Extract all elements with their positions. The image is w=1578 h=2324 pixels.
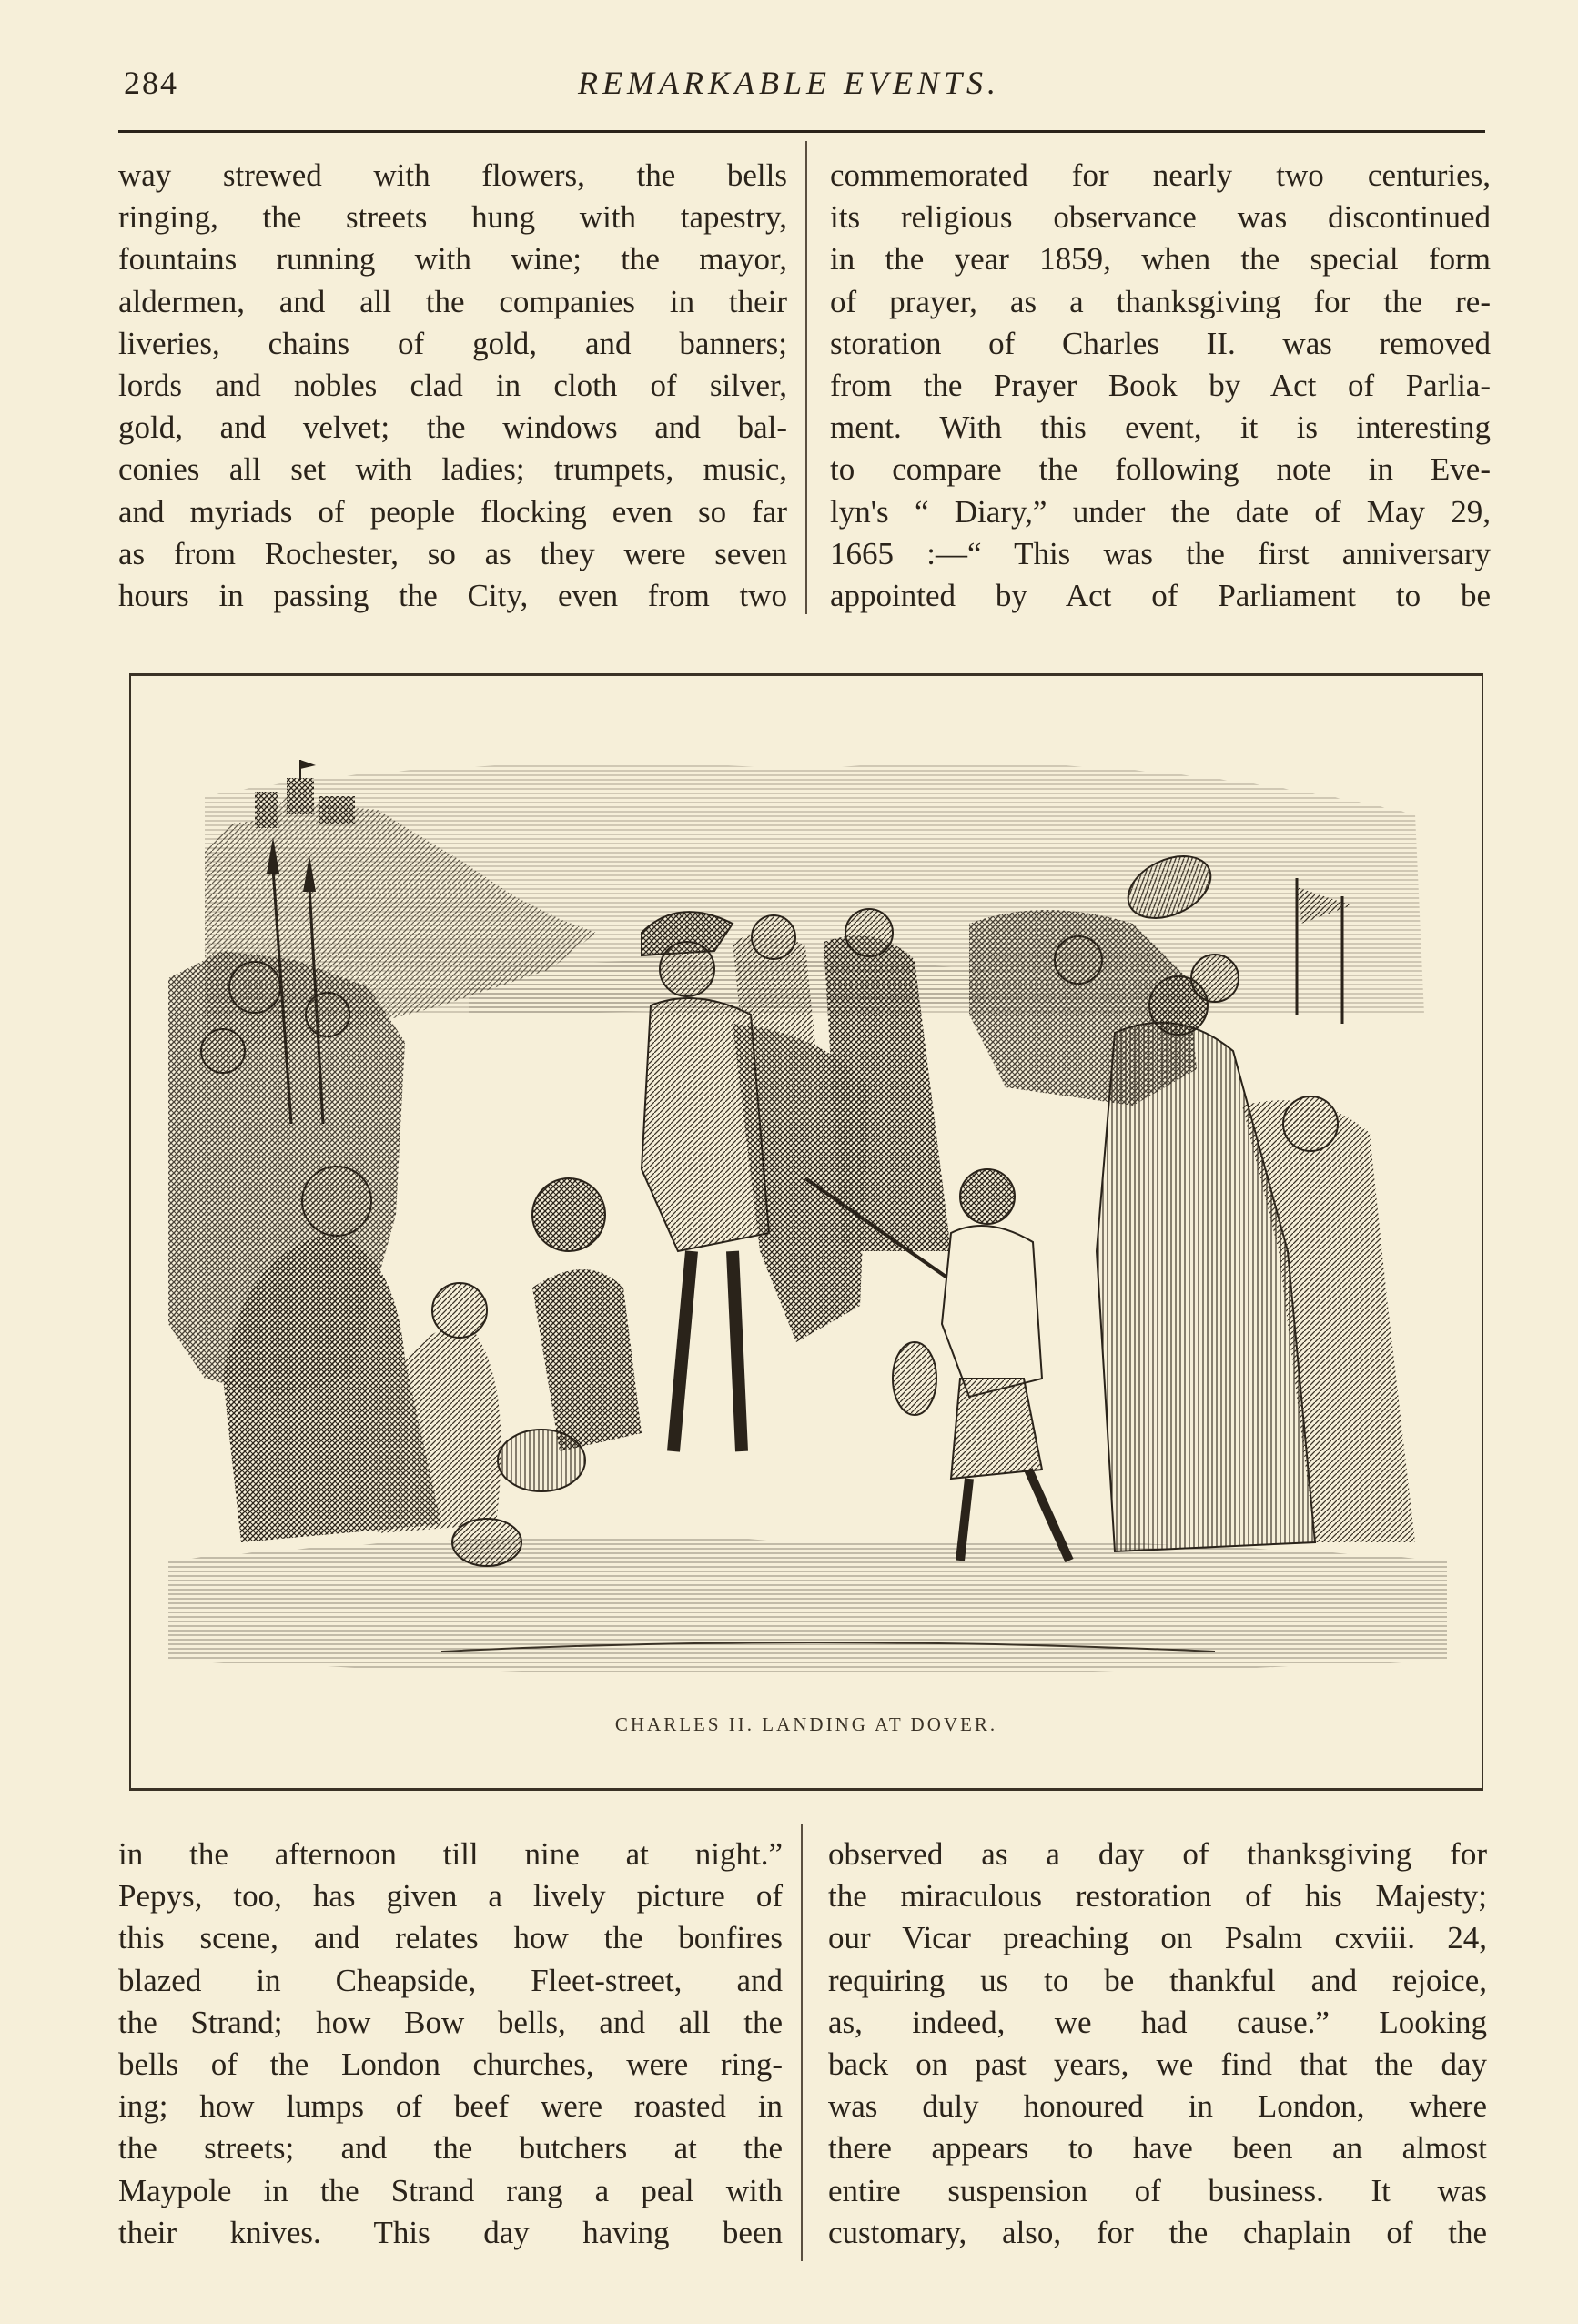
- text-line: conies all set with ladies; trumpets, music,: [118, 451, 787, 488]
- text-line: lyn's “ Diary,” under the date of May 29,: [830, 493, 1491, 530]
- text-line: to compare the following note in Eve-: [830, 451, 1491, 488]
- column-top-right: [830, 155, 1491, 617]
- text-line: its religious observance was discontinued: [830, 199, 1491, 236]
- column-divider: [805, 141, 807, 614]
- column-top-left: [118, 155, 787, 617]
- text-line: storation of Charles II. was removed: [830, 325, 1491, 361]
- column-bottom-right: [828, 1834, 1487, 2254]
- text-line: the miraculous restoration of his Majesty;: [828, 1878, 1487, 1915]
- running-head: REMARKABLE EVENTS.: [578, 65, 1000, 101]
- text-line: observed as a day of thanksgiving for: [828, 1836, 1487, 1872]
- text-line: back on past years, we find that the day: [828, 2046, 1487, 2082]
- text-line: lords and nobles clad in cloth of silver,: [118, 367, 787, 403]
- header-rule: [118, 130, 1485, 133]
- column-divider: [801, 1824, 803, 2261]
- text-line: their knives. This day having been: [118, 2214, 783, 2250]
- column-bottom-left: [118, 1834, 783, 2254]
- text-line: liveries, chains of gold, and banners;: [118, 325, 787, 361]
- text-line: 1665 :—“ This was the first anniversary: [830, 535, 1491, 571]
- illustration-caption: CHARLES II. LANDING AT DOVER.: [614, 1713, 998, 1735]
- page-number: 284: [124, 65, 178, 101]
- engraving-illustration: [168, 742, 1447, 1692]
- text-line: customary, also, for the chaplain of the: [828, 2214, 1487, 2250]
- text-line: as, indeed, we had cause.” Looking: [828, 2004, 1487, 2040]
- text-line: gold, and velvet; the windows and bal-: [118, 409, 787, 446]
- text-line: this scene, and relates how the bonfires: [118, 1920, 783, 1956]
- text-line: ringing, the streets hung with tapestry,: [118, 199, 787, 236]
- text-line: way strewed with flowers, the bells: [118, 157, 787, 193]
- text-line: the streets; and the butchers at the: [118, 2130, 783, 2167]
- text-line: Maypole in the Strand rang a peal with: [118, 2172, 783, 2208]
- text-line: there appears to have been an almost: [828, 2130, 1487, 2167]
- text-line: aldermen, and all the companies in their: [118, 283, 787, 319]
- text-line: as from Rochester, so as they were seven: [118, 535, 787, 571]
- text-line: and myriads of people flocking even so far: [118, 493, 787, 530]
- text-line: of prayer, as a thanksgiving for the re-: [830, 283, 1491, 319]
- text-line: in the afternoon till nine at night.”: [118, 1836, 783, 1872]
- text-line: from the Prayer Book by Act of Parlia-: [830, 367, 1491, 403]
- text-line: ment. With this event, it is interesting: [830, 409, 1491, 446]
- ground: [168, 1536, 1447, 1674]
- text-line: in the year 1859, when the special form: [830, 241, 1491, 278]
- text-line: commemorated for nearly two centuries,: [830, 157, 1491, 193]
- text-line: ing; how lumps of beef were roasted in: [118, 2088, 783, 2125]
- text-line: bells of the London churches, were ring-: [118, 2046, 783, 2082]
- text-line: hours in passing the City, even from two: [118, 577, 787, 613]
- text-line: entire suspension of business. It was: [828, 2172, 1487, 2208]
- text-line: appointed by Act of Parliament to be: [830, 577, 1491, 613]
- text-line: requiring us to be thankful and rejoice,: [828, 1962, 1487, 1998]
- text-line: was duly honoured in London, where: [828, 2088, 1487, 2125]
- text-line: fountains running with wine; the mayor,: [118, 241, 787, 278]
- text-line: blazed in Cheapside, Fleet-street, and: [118, 1962, 783, 1998]
- text-line: the Strand; how Bow bells, and all the: [118, 2004, 783, 2040]
- text-line: our Vicar preaching on Psalm cxviii. 24,: [828, 1920, 1487, 1956]
- text-line: Pepys, too, has given a lively picture of: [118, 1878, 783, 1915]
